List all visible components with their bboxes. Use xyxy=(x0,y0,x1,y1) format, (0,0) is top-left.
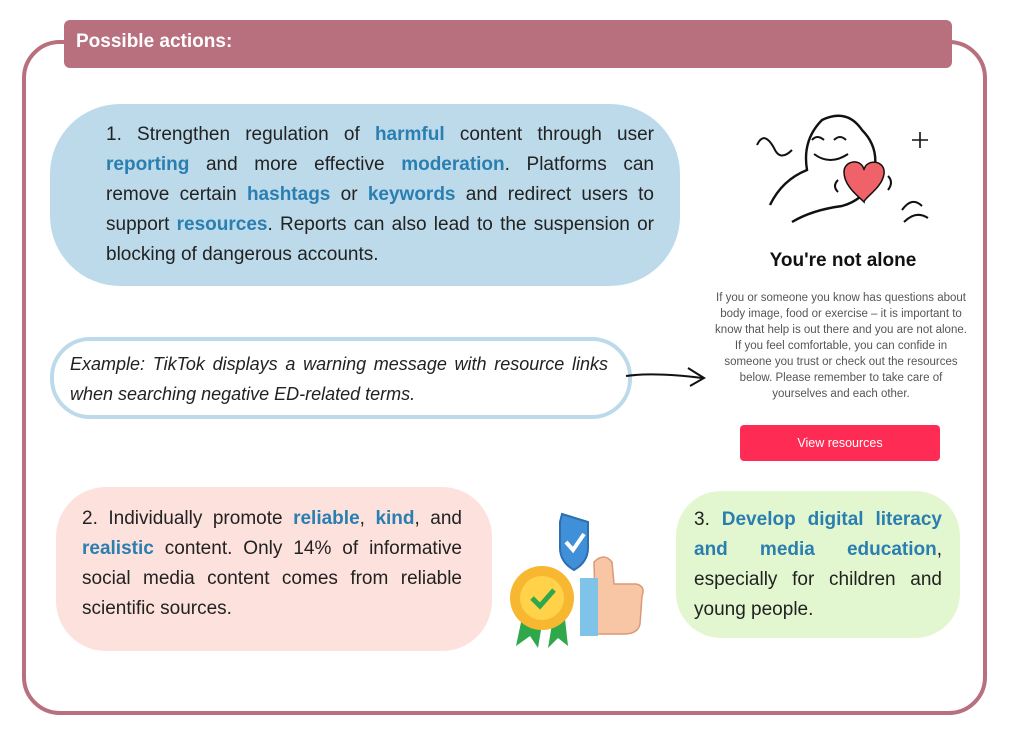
highlighted-term: reporting xyxy=(106,154,190,175)
text-segment: or xyxy=(330,184,368,205)
section-header xyxy=(64,20,952,68)
highlighted-term: kind xyxy=(375,508,415,529)
action-2-bubble xyxy=(56,487,492,651)
text-segment: . Reports can also lead to the suspension or blocking of dangerous accounts. xyxy=(106,214,654,265)
highlighted-term: Develop digital literacy and media education xyxy=(694,509,942,560)
text-segment: 3. xyxy=(694,509,722,530)
text-segment: content through user xyxy=(444,124,654,145)
highlighted-term: harmful xyxy=(374,124,445,145)
highlighted-term: resources xyxy=(176,214,268,235)
action-1-bubble xyxy=(50,104,680,286)
text-segment: and redirect users to support xyxy=(106,184,654,235)
text-segment: content. Only 14% of informative social media content comes from reliable scientific sources. xyxy=(82,538,462,619)
tiktok-title: You're not alone xyxy=(769,250,917,271)
tiktok-body: If you or someone you know has questions about body image, food or exercise – it is important to know that help is out there and you are not alone. If you feel comfortable, you can confide in someone you trust or check out the resources below. Please remember to take care of yourselves and each other. xyxy=(715,292,967,400)
highlighted-term: realistic xyxy=(82,538,154,559)
header-title: Possible actions: xyxy=(76,31,233,52)
highlighted-term: keywords xyxy=(367,184,456,205)
text-segment: , xyxy=(359,508,376,529)
self-love-illustration-icon xyxy=(752,110,942,240)
highlighted-term: reliable xyxy=(293,508,360,529)
text-segment: , especially for children and young people. xyxy=(694,539,942,620)
text-segment: 2. Individually promote xyxy=(82,508,294,529)
arrow-icon xyxy=(624,362,708,392)
trust-badge-thumbs-up-icon xyxy=(504,512,654,652)
action-1-text xyxy=(106,124,654,265)
highlighted-term: moderation xyxy=(401,154,505,175)
example-bubble xyxy=(50,337,632,419)
example-text: Example: TikTok displays a warning message with resource links when searching negative ED-related terms. xyxy=(70,354,608,404)
action-3-bubble xyxy=(676,491,960,638)
highlighted-term: hashtags xyxy=(246,184,331,205)
text-segment: and more effective xyxy=(189,154,402,175)
action-2-text xyxy=(82,508,462,619)
text-segment: . Platforms can remove certain xyxy=(106,154,654,205)
action-3-text xyxy=(694,509,942,620)
view-resources-button[interactable]: View resources xyxy=(740,425,940,461)
text-segment: 1. Strengthen regulation of xyxy=(106,124,375,145)
text-segment: , and xyxy=(414,508,462,529)
